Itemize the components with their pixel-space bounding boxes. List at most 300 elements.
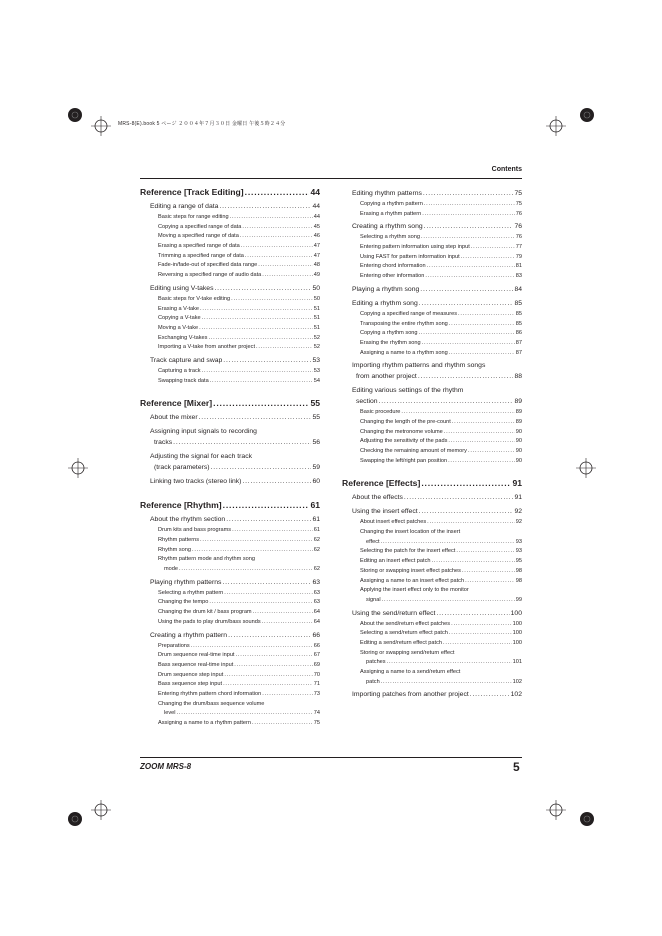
dot-leader (420, 286, 513, 293)
toc-page-number: 98 (515, 567, 522, 574)
toc-entry[interactable] (342, 448, 522, 458)
toc-entry-title: Copying a specified range of data (158, 223, 242, 230)
toc-section-heading[interactable] (140, 187, 320, 199)
toc-entry-title: Basic steps for V-take editing (158, 295, 231, 302)
dot-leader (200, 537, 313, 543)
toc-entry[interactable] (342, 300, 522, 311)
toc-entry-title: Editing rhythm patterns (352, 190, 422, 197)
toc-entry[interactable] (140, 378, 320, 388)
toc-page-number: 85 (515, 310, 522, 317)
toc-page-number: 100 (512, 620, 522, 627)
toc-entry[interactable] (140, 619, 320, 629)
toc-entry[interactable] (140, 253, 320, 263)
toc-entry[interactable] (140, 720, 320, 730)
dot-leader (179, 566, 313, 572)
toc-entry[interactable] (140, 262, 320, 272)
toc-page-number: 50 (313, 295, 320, 302)
dot-leader (253, 609, 313, 615)
toc-entry-title: Adjusting the signal for each track (150, 453, 253, 461)
toc-page-number: 52 (313, 334, 320, 341)
toc-entry-title: Erasing a rhythm pattern (360, 210, 422, 217)
toc-entry[interactable] (342, 273, 522, 283)
toc-page-number: 89 (515, 409, 522, 416)
dot-leader (232, 527, 313, 533)
dot-leader (404, 494, 514, 501)
toc-entry[interactable] (140, 368, 320, 378)
toc-entry-title: Moving a specified range of data (158, 233, 239, 240)
dot-leader (210, 378, 313, 384)
toc-entry[interactable] (140, 691, 320, 701)
toc-entry[interactable] (140, 609, 320, 619)
dot-leader (418, 373, 514, 380)
toc-entry[interactable] (342, 621, 522, 631)
toc-section-heading[interactable] (342, 478, 522, 490)
toc-entry-title: Exchanging V-takes (158, 334, 208, 341)
toc-page-number: 61 (313, 527, 320, 534)
toc-page-number: 93 (515, 538, 522, 545)
toc-page-number: 53 (313, 367, 320, 374)
corner-dot-top-left-icon (68, 108, 82, 122)
dot-leader (213, 398, 309, 408)
dot-leader (231, 296, 313, 302)
toc-page-number: 99 (515, 596, 522, 603)
dot-leader (214, 285, 311, 292)
toc-entry[interactable] (342, 419, 522, 429)
toc-page-number: 88 (514, 373, 522, 381)
toc-entry-title: Selecting the patch for the insert effect (360, 548, 456, 555)
registration-mark-mid-right-icon (576, 458, 596, 478)
toc-page-number: 73 (313, 690, 320, 697)
toc-entry-title: Changing the drum kit / bass program (158, 609, 252, 616)
toc-entry[interactable] (342, 610, 522, 621)
toc-entry-title: Moving a V-take (158, 324, 199, 331)
toc-page-number: 54 (313, 377, 320, 384)
dot-leader (222, 579, 311, 586)
toc-page-number: 66 (313, 642, 320, 649)
toc-entry[interactable] (342, 321, 522, 331)
toc-entry[interactable] (140, 344, 320, 354)
dot-leader (419, 508, 514, 515)
toc-page-number: 64 (313, 609, 320, 616)
toc-entry[interactable] (140, 243, 320, 253)
toc-entry-title: Changing the drum/bass sequence volume (158, 700, 265, 707)
toc-page-number: 66 (312, 631, 320, 639)
toc-entry[interactable] (140, 537, 320, 547)
toc-page-number: 76 (515, 210, 522, 217)
toc-entry-title: Assigning a name to a rhythm pattern (158, 720, 251, 726)
toc-page-number: 63 (313, 589, 320, 596)
toc-right-column (342, 187, 522, 702)
toc-entry-continuation: section (356, 398, 378, 406)
dot-leader (465, 578, 515, 584)
toc-entry[interactable] (140, 516, 320, 527)
dot-leader (234, 662, 313, 668)
dot-leader (427, 263, 515, 269)
toc-entry-title: Track capture and swap (150, 356, 223, 364)
toc-entry-title: Reference [Rhythm] (140, 500, 222, 511)
dot-leader (401, 409, 514, 415)
toc-page-number: 47 (313, 243, 320, 250)
toc-entry[interactable] (342, 350, 522, 360)
toc-entry-title: Linking two tracks (stereo link) (150, 478, 242, 486)
file-stamp: MRS-8(E).book 5 ページ ２００４年７月３０日 金曜日 午後５時２４分 (118, 121, 286, 127)
toc-page-number: 83 (515, 273, 522, 280)
toc-page-number: 102 (512, 678, 522, 685)
toc-entry-title: Changing the insert location of the insert (360, 529, 461, 536)
toc-entry[interactable] (342, 398, 522, 409)
toc-entry-title: Copying a V-take (158, 315, 201, 322)
toc-page-number: 86 (515, 330, 522, 337)
toc-entry[interactable] (342, 429, 522, 439)
dot-leader (173, 439, 311, 446)
dot-leader (449, 350, 515, 356)
dot-leader (427, 519, 515, 525)
toc-page-number: 75 (313, 720, 320, 726)
dot-leader (419, 300, 514, 307)
toc-entry[interactable] (140, 681, 320, 691)
dot-leader (381, 679, 512, 685)
toc-entry-title: Entering rhythm pattern chord information (158, 690, 262, 697)
dot-leader (422, 211, 515, 217)
dot-leader (436, 610, 509, 617)
toc-entry[interactable] (342, 234, 522, 244)
dot-leader (262, 272, 313, 278)
dot-leader (424, 201, 515, 207)
dot-leader (424, 223, 514, 230)
dot-leader (230, 214, 313, 220)
toc-entry-title: Drum kits and bass programs (158, 527, 232, 534)
toc-entry-title: Using the pads to play drum/bass sounds (158, 618, 261, 625)
toc-entry[interactable] (342, 494, 522, 505)
toc-entry-title: Erasing a V-take (158, 305, 200, 312)
toc-entry-title: Changing the tempo (158, 599, 209, 606)
dot-leader (458, 311, 515, 317)
dot-leader (468, 448, 515, 454)
toc-entry-title: Selecting a rhythm song (360, 234, 421, 241)
toc-entry[interactable] (140, 296, 320, 306)
toc-entry-title: Assigning a name to a send/return effect (360, 669, 461, 675)
toc-page-number: 74 (313, 710, 320, 717)
toc-entry[interactable] (342, 508, 522, 519)
toc-entry-title: Erasing the rhythm song (360, 339, 421, 346)
dot-leader (379, 398, 514, 405)
dot-leader (423, 190, 514, 197)
toc-page-number: 67 (313, 652, 320, 659)
toc-entry[interactable] (140, 203, 320, 214)
registration-mark-top-left-icon (91, 116, 111, 136)
toc-entry-title: Rhythm song (158, 546, 191, 553)
toc-entry[interactable] (342, 597, 522, 607)
header-rule (140, 178, 522, 179)
toc-entry[interactable] (342, 311, 522, 321)
toc-entry[interactable] (140, 590, 320, 600)
toc-entry[interactable] (342, 211, 522, 221)
dot-leader (223, 681, 313, 687)
toc-page-number: 51 (313, 305, 320, 312)
toc-entry-title: About insert effect patches (360, 519, 427, 526)
toc-entry-title: Transposing the entire rhythm song (360, 320, 448, 327)
toc-entry[interactable] (140, 224, 320, 234)
toc-page-number: 102 (510, 691, 522, 699)
toc-entry-title: Editing various settings of the rhythm (352, 387, 464, 395)
dot-leader (470, 691, 510, 698)
toc-entry-title: Selecting a rhythm pattern (158, 589, 224, 596)
toc-page-number: 91 (514, 494, 522, 502)
corner-dot-top-right-icon (580, 108, 594, 122)
toc-entry-title: Importing patches from another project (352, 691, 469, 699)
toc-section-heading[interactable] (140, 500, 320, 512)
toc-page-number: 51 (313, 315, 320, 322)
toc-page-number: 100 (512, 639, 522, 646)
toc-entry[interactable] (342, 539, 522, 549)
toc-entry-title: Reference [Effects] (342, 478, 421, 489)
toc-entry[interactable] (342, 340, 522, 350)
toc-entry[interactable] (342, 286, 522, 297)
toc-entry[interactable] (140, 233, 320, 243)
toc-page-number: 45 (313, 223, 320, 230)
toc-entry-title: Bass sequence step input (158, 681, 223, 688)
toc-page-number: 52 (313, 344, 320, 351)
toc-entry[interactable] (342, 244, 522, 254)
dot-leader (211, 464, 312, 471)
toc-page-number: 56 (312, 439, 320, 447)
dot-leader (449, 321, 515, 327)
toc-entry-title: Selecting a send/return effect patch (360, 630, 448, 637)
toc-entry[interactable] (342, 201, 522, 211)
toc-entry[interactable] (140, 214, 320, 224)
toc-page-number: 60 (312, 478, 320, 486)
toc-entry-title: Applying the insert effect only to the monitor (360, 587, 469, 594)
toc-page-number: 59 (312, 464, 320, 472)
toc-entry[interactable] (140, 357, 320, 368)
toc-entry[interactable] (140, 652, 320, 662)
dot-leader (444, 429, 515, 435)
dot-leader (256, 344, 313, 350)
toc-entry-title: Rhythm pattern mode and rhythm song (158, 556, 256, 563)
registration-mark-top-right-icon (546, 116, 566, 136)
toc-entry[interactable] (140, 478, 320, 489)
toc-page-number: 79 (515, 253, 522, 260)
toc-entry[interactable] (342, 330, 522, 340)
toc-page-number: 101 (512, 659, 522, 666)
dot-leader (419, 330, 515, 336)
dot-leader (228, 632, 311, 639)
toc-entry[interactable] (140, 527, 320, 537)
toc-page-number: 62 (313, 537, 320, 543)
dot-leader (258, 262, 313, 268)
toc-entry-title: Using the insert effect (352, 508, 418, 516)
toc-page-number: 44 (310, 187, 320, 197)
toc-entry[interactable] (342, 679, 522, 689)
toc-page-number: 44 (313, 214, 320, 220)
toc-entry[interactable] (140, 672, 320, 682)
toc-entry[interactable] (342, 640, 522, 650)
toc-page-number: 51 (313, 324, 320, 331)
toc-entry[interactable] (140, 547, 320, 557)
toc-entry-title: About the send/return effect patches (360, 620, 451, 627)
toc-page-number: 48 (313, 262, 320, 269)
toc-page-number: 61 (310, 500, 320, 511)
toc-page-number: 90 (515, 438, 522, 445)
toc-page-number: 81 (515, 263, 522, 270)
toc-entry-title: Capturing a track (158, 367, 201, 374)
contents-label: Contents (491, 166, 522, 173)
toc-page-number: 77 (515, 244, 522, 251)
toc-page-number: 92 (515, 519, 522, 526)
dot-leader (421, 478, 511, 488)
toc-entry[interactable] (342, 558, 522, 568)
toc-entry-title: Playing rhythm patterns (150, 578, 222, 586)
corner-dot-bottom-left-icon (68, 812, 82, 826)
toc-entry-title: Changing the metronome volume (360, 428, 443, 435)
dot-leader (448, 458, 515, 464)
toc-entry-title: Assigning a name to an insert effect patch (360, 577, 465, 584)
toc-page-number: 46 (313, 233, 320, 240)
dot-leader (456, 548, 514, 554)
toc-page-number: 95 (515, 558, 522, 565)
toc-page-number: 49 (313, 272, 320, 279)
toc-page-number: 100 (512, 630, 522, 637)
dot-leader (461, 254, 515, 260)
toc-page-number: 76 (515, 234, 522, 241)
toc-entry[interactable] (342, 578, 522, 588)
toc-entry-title: Drum sequence real-time input (158, 652, 235, 659)
toc-entry[interactable] (140, 315, 320, 325)
toc-entry-title: Basic procedure (360, 409, 401, 416)
toc-entry-title: Swapping track data (158, 377, 209, 384)
toc-entry[interactable] (140, 579, 320, 590)
toc-entry-title: Storing or swapping insert effect patches (360, 567, 461, 574)
toc-entry-continuation: (track parameters) (154, 464, 210, 472)
toc-entry[interactable] (140, 325, 320, 335)
toc-entry-title: Assigning a name to a rhythm song (360, 349, 448, 356)
registration-mark-bottom-right-icon (546, 800, 566, 820)
page-number: 5 (513, 760, 520, 774)
toc-entry[interactable] (342, 659, 522, 669)
toc-entry-continuation: signal (366, 596, 381, 603)
dot-leader (387, 659, 512, 665)
toc-page-number: 75 (515, 201, 522, 207)
toc-entry[interactable] (342, 223, 522, 234)
toc-page-number: 90 (515, 428, 522, 435)
dot-leader (219, 203, 311, 210)
toc-section-heading[interactable] (140, 398, 320, 410)
registration-mark-bottom-left-icon (91, 800, 111, 820)
toc-page-number: 85 (515, 320, 522, 327)
toc-page-number: 44 (312, 203, 320, 210)
toc-entry[interactable] (140, 632, 320, 643)
toc-entry[interactable] (140, 566, 320, 576)
dot-leader (191, 643, 313, 649)
footer-rule (140, 757, 522, 758)
toc-entry-title: Rhythm patterns (158, 537, 200, 543)
toc-entry[interactable] (342, 254, 522, 264)
dot-leader (451, 621, 512, 627)
toc-entry[interactable] (342, 263, 522, 273)
toc-entry-title: Creating a rhythm pattern (150, 631, 228, 639)
toc-entry[interactable] (140, 599, 320, 609)
toc-entry[interactable] (342, 519, 522, 529)
dot-leader (202, 315, 313, 321)
toc-entry[interactable] (342, 630, 522, 640)
toc-entry-continuation: tracks (154, 439, 173, 447)
dot-leader (449, 630, 512, 636)
toc-page-number: 87 (515, 339, 522, 346)
toc-entry-title: Editing using V-takes (150, 284, 214, 292)
toc-entry-title: Copying a rhythm song (360, 330, 418, 337)
toc-entry-continuation: patches (366, 659, 386, 666)
toc-page-number: 90 (515, 448, 522, 454)
toc-page-number: 53 (312, 356, 320, 364)
dot-leader (209, 599, 312, 605)
toc-entry[interactable] (342, 568, 522, 578)
toc-entry[interactable] (342, 373, 522, 384)
toc-entry[interactable] (342, 548, 522, 558)
dot-leader (262, 691, 313, 697)
toc-entry[interactable] (140, 285, 320, 296)
toc-page-number: 89 (514, 398, 522, 406)
toc-entry[interactable] (140, 335, 320, 345)
toc-entry-continuation: patch (366, 678, 380, 685)
toc-page-number: 85 (514, 299, 522, 307)
toc-page-number: 50 (312, 284, 320, 292)
toc-entry-title: Importing a V-take from another project (158, 344, 256, 351)
toc-entry-title: Entering other information (360, 273, 425, 280)
toc-page-number: 93 (515, 548, 522, 555)
toc-entry-title: About the rhythm section (150, 516, 226, 524)
toc-entry-title: About the mixer (150, 414, 198, 422)
toc-entry-title: Importing rhythm patterns and rhythm songs (352, 362, 486, 370)
toc-entry-title: Entering pattern information using step input (360, 244, 470, 251)
dot-leader (421, 234, 515, 240)
toc-page-number: 90 (515, 457, 522, 464)
dot-leader (240, 233, 313, 239)
toc-entry-title: About the effects (352, 494, 403, 502)
toc-entry[interactable] (342, 458, 522, 468)
toc-entry-title: Reversing a specified range of audio data (158, 272, 262, 279)
toc-entry[interactable] (140, 710, 320, 720)
toc-entry-title: Swapping the left/right pan position (360, 457, 448, 464)
toc-entry[interactable] (342, 190, 522, 201)
toc-entry-title: Adjusting the sensitivity of the pads (360, 438, 448, 445)
toc-entry[interactable] (342, 438, 522, 448)
toc-entry-title: Basic steps for range editing (158, 214, 229, 220)
toc-entry-title: Drum sequence step input (158, 671, 224, 678)
toc-entry[interactable] (140, 464, 320, 475)
toc-left-column (140, 187, 320, 730)
toc-page-number: 62 (313, 566, 320, 573)
toc-entry[interactable] (342, 691, 522, 702)
toc-entry[interactable] (140, 414, 320, 425)
toc-entry[interactable] (140, 272, 320, 282)
dot-leader (462, 568, 515, 574)
toc-entry[interactable] (140, 662, 320, 672)
toc-entry[interactable] (140, 439, 320, 450)
toc-entry[interactable] (140, 643, 320, 653)
dot-leader (177, 710, 313, 716)
toc-entry[interactable] (140, 306, 320, 316)
toc-entry-continuation: from another project (356, 373, 417, 381)
toc-page-number: 47 (313, 252, 320, 259)
toc-entry[interactable] (342, 409, 522, 419)
toc-entry-title: Playing a rhythm song (352, 285, 420, 293)
dot-leader (448, 438, 514, 444)
dot-leader (443, 640, 512, 646)
dot-leader (199, 414, 312, 421)
dot-leader (241, 243, 313, 249)
toc-page-number: 84 (514, 285, 522, 293)
dot-leader (242, 224, 312, 230)
